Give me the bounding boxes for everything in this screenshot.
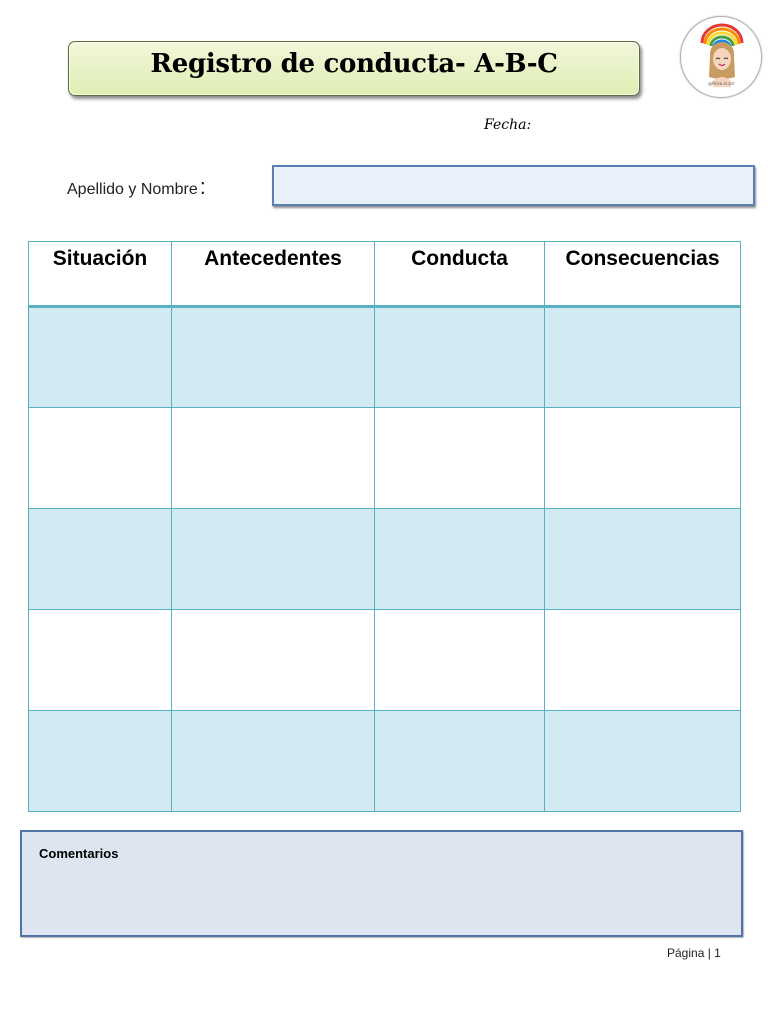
- table-cell[interactable]: [545, 509, 741, 610]
- abc-table: [28, 241, 741, 812]
- table-cell[interactable]: [29, 610, 172, 711]
- table-cell[interactable]: [375, 711, 545, 812]
- table-header-row: [29, 242, 741, 307]
- table-row: [29, 711, 741, 812]
- name-label: [67, 174, 206, 200]
- name-input[interactable]: [272, 165, 755, 206]
- table-cell[interactable]: [172, 509, 375, 610]
- table-row: [29, 610, 741, 711]
- header-consecuencias: Consecuencias: [545, 242, 741, 307]
- table-cell[interactable]: [29, 408, 172, 509]
- table-cell[interactable]: [375, 307, 545, 408]
- table-cell[interactable]: [375, 610, 545, 711]
- table-cell[interactable]: [545, 610, 741, 711]
- page-number: Página | 1: [667, 946, 721, 960]
- table-row: [29, 307, 741, 408]
- title-banner: [68, 41, 640, 96]
- table-cell[interactable]: [29, 509, 172, 610]
- table-cell[interactable]: [29, 711, 172, 812]
- table-row: [29, 509, 741, 610]
- table-cell[interactable]: [545, 307, 741, 408]
- logo-caption: @Psico.el.sol: [708, 81, 734, 86]
- table-cell[interactable]: [545, 711, 741, 812]
- comments-label: Comentarios: [39, 846, 119, 861]
- table-cell[interactable]: [172, 711, 375, 812]
- table-cell[interactable]: [172, 408, 375, 509]
- table-row: [29, 408, 741, 509]
- name-label-text: Apellido y Nombre: [67, 181, 198, 198]
- comments-box[interactable]: [20, 830, 743, 937]
- table-cell[interactable]: [172, 610, 375, 711]
- table-cell[interactable]: [375, 509, 545, 610]
- page-title: Registro de conducta- A-B-C: [150, 48, 558, 79]
- name-label-colon: :: [199, 174, 206, 199]
- header-situacion: Situación: [29, 242, 172, 307]
- table-cell[interactable]: [545, 408, 741, 509]
- table-cell[interactable]: [172, 307, 375, 408]
- header-conducta: Conducta: [375, 242, 545, 307]
- table-cell[interactable]: [375, 408, 545, 509]
- date-label: Fecha:: [484, 117, 532, 133]
- table-cell[interactable]: [29, 307, 172, 408]
- header-antecedentes: Antecedentes: [172, 242, 375, 307]
- logo: [680, 16, 762, 98]
